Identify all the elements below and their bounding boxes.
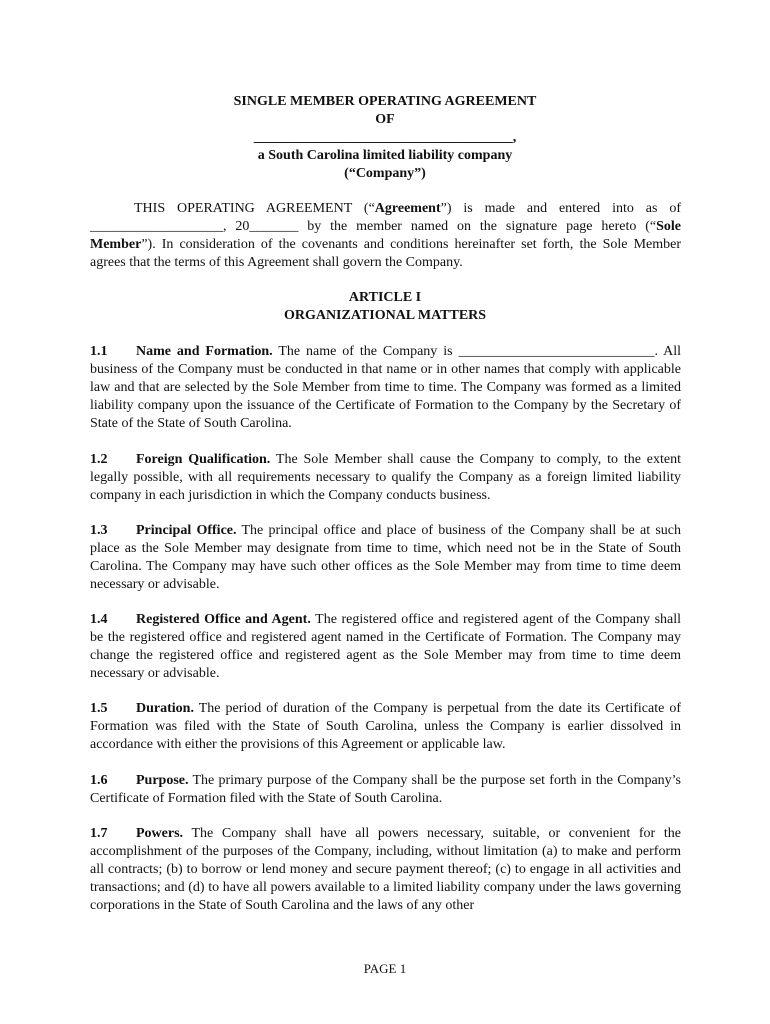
- document-title: [90, 93, 680, 183]
- section-1-2: [90, 451, 681, 505]
- section-heading: Principal Office.: [136, 523, 237, 538]
- section-1-6: [90, 772, 681, 808]
- title-line-5: (“Company”): [344, 166, 426, 181]
- section-number: 1.7: [90, 826, 108, 841]
- page-number: PAGE 1: [363, 961, 407, 976]
- section-text: The registered office and registered agent of the Company shall be the registered office and registered agent named in the Certificate of Formation. The Company may change the registered office and registered agent as the Sole Member may from time to time deem necessary or advisable.: [90, 612, 682, 681]
- section-1-1: [90, 343, 681, 433]
- title-company-blank: _____________________________________,: [253, 130, 517, 145]
- intro-text-c: ”). In consideration of the covenants and conditions hereinafter set forth, the Sole Member agrees that the terms of this Agreement shall govern the Company.: [90, 237, 681, 270]
- section-number: 1.4: [90, 612, 108, 627]
- section-1-3: [90, 522, 681, 594]
- section-heading: Foreign Qualification.: [136, 452, 271, 467]
- section-number: 1.2: [90, 452, 108, 467]
- article-heading: [90, 289, 680, 325]
- intro-text-a: THIS OPERATING AGREEMENT (“: [134, 201, 375, 216]
- intro-defined-term-agreement: Agreement: [374, 201, 441, 216]
- title-line-4: a South Carolina limited liability company: [257, 148, 513, 163]
- section-number: 1.1: [90, 344, 108, 359]
- section-heading: Duration.: [136, 701, 194, 716]
- title-line-1: SINGLE MEMBER OPERATING AGREEMENT: [233, 94, 537, 109]
- title-line-2: OF: [375, 112, 395, 127]
- section-heading: Powers.: [136, 826, 184, 841]
- intro-paragraph: [90, 200, 681, 272]
- section-text: The principal office and place of business of the Company shall be at such place as the Sole Member may designate from time to time, which need not be in the State of South Carolina. The Company may have such other offices as the Sole Member may from time to time deem necessary or advisable.: [90, 523, 681, 592]
- section-text: The primary purpose of the Company shall be the purpose set forth in the Company’s Certificate of Formation filed with the State of South Carolina.: [90, 773, 681, 806]
- section-text: The name of the Company is ____________________________. All business of the Company must be conducted in that name or in other names that comply with applicable law and that are selected by the Sole Member from time to time. The Company was formed as a limited liability company upon the issuance of the Certificate of Formation to the Company by the Secretary of State of the State of South Carolina.: [90, 344, 682, 431]
- article-title: ORGANIZATIONAL MATTERS: [283, 308, 487, 323]
- section-1-4: [90, 611, 681, 683]
- section-heading: Purpose.: [136, 773, 189, 788]
- section-1-7: [90, 825, 681, 915]
- intro-text-b: ”) is made and entered into as of ___________________, 20_______ by the member named on the signature page hereto (“: [90, 201, 681, 234]
- section-text: The period of duration of the Company is perpetual from the date its Certificate of Formation was filed with the State of South Carolina, unless the Company is earlier dissolved in accordance with either the provisions of this Agreement or applicable law.: [90, 701, 681, 752]
- section-text: The Sole Member shall cause the Company to comply, to the extent legally possible, with all requirements necessary to qualify the Company as a foreign limited liability company in each jurisdiction in which the Company conducts business.: [90, 452, 681, 503]
- section-number: 1.5: [90, 701, 108, 716]
- intro-defined-term-sole-member: Sole Member: [90, 219, 681, 252]
- article-number: ARTICLE I: [348, 290, 422, 305]
- section-heading: Name and Formation.: [136, 344, 273, 359]
- section-number: 1.6: [90, 773, 108, 788]
- section-text: The Company shall have all powers necessary, suitable, or convenient for the accomplishment of the purposes of the Company, including, without limitation (a) to make and perform all contracts; (b) to borrow or lend money and secure payment thereof; (c) to engage in all activities and transactions; and (d) to have all powers available to a limited liability company under the laws governing corporations in the State of South Carolina and the laws of any other: [90, 826, 681, 913]
- section-heading: Registered Office and Agent.: [136, 612, 311, 627]
- section-1-5: [90, 700, 681, 754]
- section-number: 1.3: [90, 523, 108, 538]
